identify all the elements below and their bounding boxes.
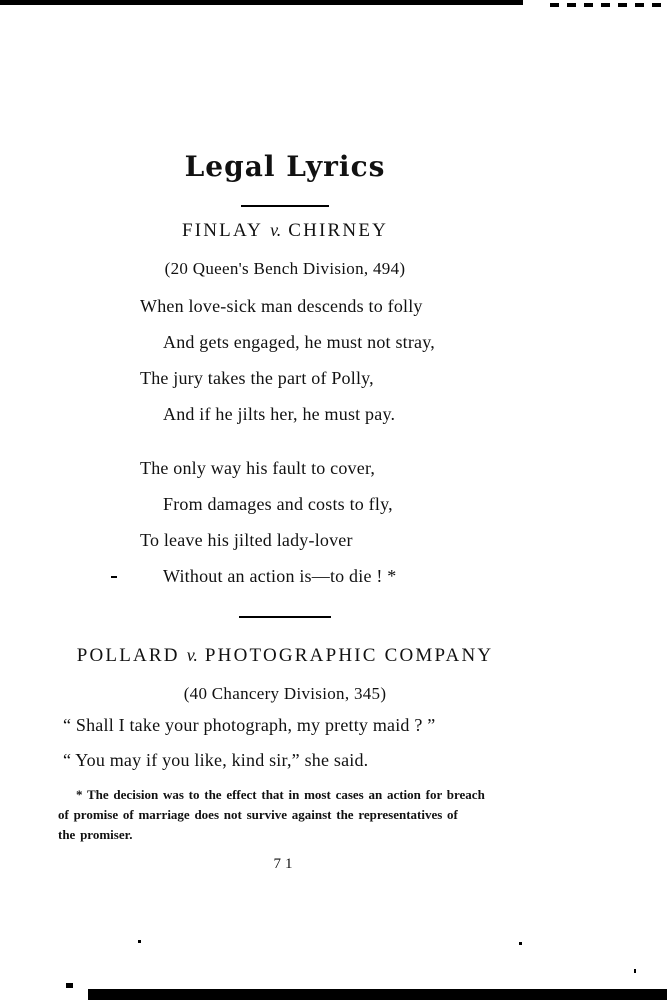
poem-line: The only way his fault to cover, — [140, 458, 376, 478]
case2-party2: PHOTOGRAPHIC COMPANY — [204, 645, 494, 666]
case2-party1: POLLARD — [76, 645, 180, 666]
poem-line: From damages and costs to fly, — [163, 494, 393, 514]
case2-versus: v. — [186, 645, 198, 665]
case1-heading — [0, 220, 570, 242]
case1-party1: FINLAY — [181, 220, 264, 241]
poem-line: The jury takes the part of Polly, — [140, 368, 374, 388]
poem-line: Without an action is—to die ! * — [163, 566, 397, 586]
case2-heading — [0, 645, 570, 667]
case1-stanza2 — [140, 450, 396, 594]
case1-citation: (20 Queen's Bench Division, 494) — [164, 259, 406, 278]
poem-line: “ Shall I take your photograph, my pretty maid ? ” — [63, 715, 436, 735]
poem-line: And gets engaged, he must not stray, — [163, 332, 435, 352]
case1-party2: CHIRNEY — [288, 220, 389, 241]
scan-artifact-speck — [634, 969, 636, 973]
page-title: Legal Lyrics — [184, 150, 386, 183]
footnote — [58, 785, 520, 845]
footnote-line: of promise of marriage does not survive against the representatives of — [58, 807, 458, 822]
poem-line: To leave his jilted lady-lover — [140, 530, 353, 550]
case1-stanza1 — [140, 288, 435, 432]
case2-citation: (40 Chancery Division, 345) — [183, 684, 387, 703]
poem-line: “ You may if you like, kind sir,” she said. — [63, 750, 369, 770]
case1-versus: v. — [270, 220, 282, 240]
title-rule — [241, 205, 329, 207]
poem-line: When love-sick man descends to folly — [140, 296, 423, 316]
footnote-line: * The decision was to the effect that in most cases an action for breach — [76, 787, 485, 802]
poem-line: And if he jilts her, he must pay. — [163, 404, 396, 424]
footnote-line: the promiser. — [58, 827, 133, 842]
section-rule — [239, 616, 331, 618]
page-number: 71 — [273, 856, 297, 872]
